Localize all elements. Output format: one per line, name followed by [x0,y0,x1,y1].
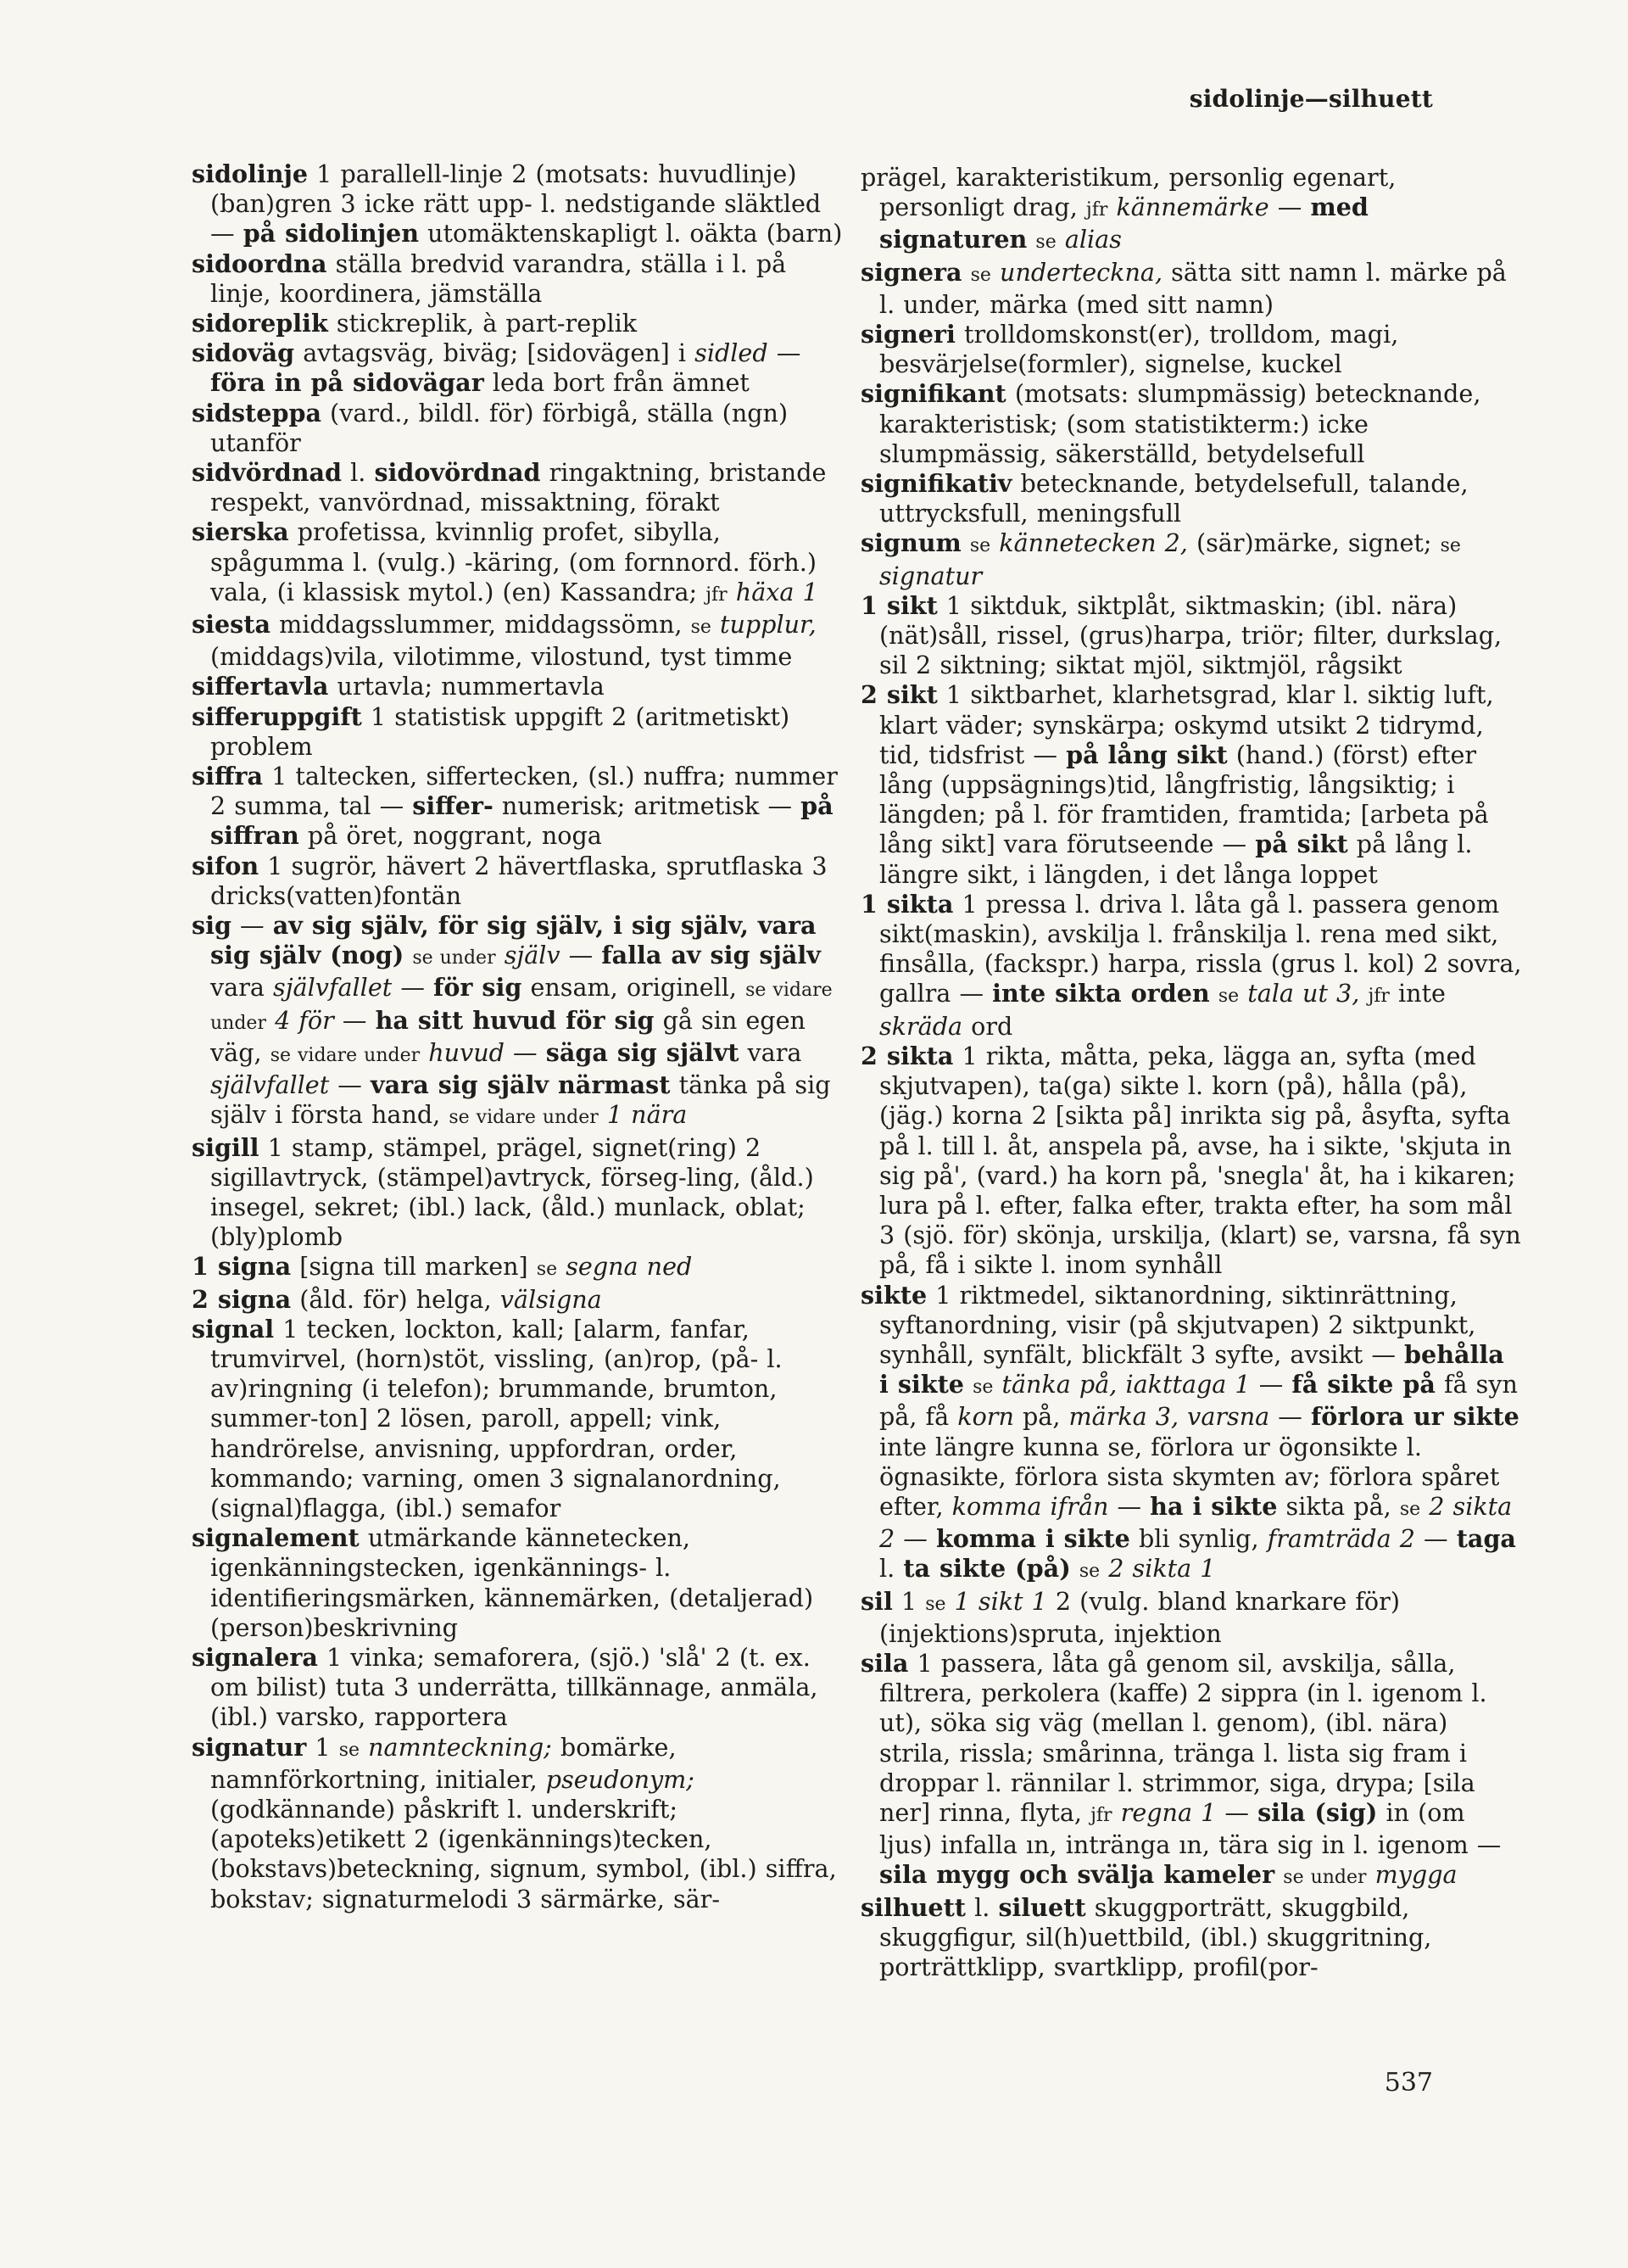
left-column [192,159,853,1914]
entry-phrase: falla av sig själv [601,941,821,970]
entry-text [964,1370,973,1399]
entry-text: trolldomskonst(er), trolldom, magi, besvärjelse(formler), signelse, kuckel [879,320,1399,379]
cross-reference: namnteckning; [368,1732,552,1762]
reference-marker: se [690,617,711,639]
cross-reference: tupplur, [719,610,817,640]
entry-text [599,1100,607,1129]
entry-phrase: vara sig själv närmast [371,1070,671,1100]
entry-text: — [329,1070,371,1100]
entry-text: — [1414,1524,1457,1554]
entry-phrase: sila mygg och svälja kameler [879,1860,1275,1890]
reference-marker: se [973,1377,994,1399]
entry-headword: signeri [861,320,956,349]
entry-headword: sidvördnad [192,458,343,488]
entry-phrase: sidovördnad [374,458,541,488]
entry-text: — [1108,1491,1151,1521]
entry-headword: sifferuppgift [192,701,362,731]
reference-marker: se [969,535,991,557]
entry-headword: sikte [861,1280,928,1310]
entry-text [360,1733,368,1762]
entry-text: på, [1013,1402,1069,1432]
entry-headword: sidoreplik [192,309,328,338]
entry-headword: signum [861,528,962,558]
entry-text [1112,1798,1121,1827]
entry-text [1359,979,1368,1008]
entry-text [1274,1860,1283,1889]
cross-reference: kännetecken 2, [999,528,1188,558]
entry-phrase: siluett [998,1892,1086,1922]
cross-reference: skräda [879,1011,963,1041]
reference-marker: se [338,1739,360,1761]
entry-headword: signifikativ [861,469,1012,499]
entry-phrase: komma i sikte [935,1524,1130,1554]
entry-text [557,1252,566,1281]
reference-marker: se [1035,232,1057,254]
dictionary-entry [192,702,853,762]
entry-phrase: säga sig självt [545,1037,739,1067]
entry-text: profetissa, kvinnlig profet, sibylla, spågumma l. (vulg.) -käring, (om fornnord. förh.) vala, (i klassisk mytol.) (en) Kassandra; [210,517,817,606]
entry-phrase: av sig själv, för sig själv, i sig själv, vara sig själv (nog) [210,911,817,970]
entry-text [266,1006,275,1035]
dictionary-entry [861,1649,1522,1893]
entry-text: (sär)märke, signet; [1187,528,1441,558]
entry-headword: signatur [192,1732,307,1762]
entry-text: — [560,941,602,970]
dictionary-entry [861,1281,1522,1587]
entry-text [1027,225,1035,254]
reference-marker: se [970,264,991,286]
dictionary-entry [192,672,853,701]
dictionary-entry [192,1252,853,1284]
cross-reference: tala ut 3, [1247,979,1360,1008]
cross-reference: framträda 2 [1267,1524,1415,1554]
entry-text: — [1250,1370,1292,1399]
entry-phrase: taga [1456,1524,1516,1554]
entry-text: (middags)vila, vilotimme, vilostund, tyst timme [210,642,793,672]
dictionary-entry [192,1133,853,1253]
entry-text: 1 vinka; semaforera, (sjö.) 'slå' 2 (t. ex. om bilist) tuta 3 underrätta, tillkännage, anmäla, (ibl.) varsko, rapportera [210,1642,818,1732]
dictionary-entry [861,1042,1522,1281]
cross-reference: regna 1 [1120,1797,1217,1827]
cross-reference: kännemärke [1116,193,1269,222]
entry-text: tänka på sig själv i första hand, [210,1070,831,1130]
entry-phrase: med signaturen [879,193,1369,254]
dictionary-entry [192,1285,853,1315]
entry-headword: sidsteppa [192,398,321,427]
entry-phrase: för sig [433,973,522,1003]
dictionary-entry [861,1587,1522,1649]
entry-text: leda bort från ämnet [483,368,750,398]
dictionary-entry [192,1523,853,1643]
entry-text: l. [342,458,375,488]
entry-text [711,610,720,639]
running-head: sidolinje—silhuett [1189,85,1433,113]
entry-headword: signal [192,1314,275,1343]
entry-phrase: förlora ur sikte [1310,1402,1519,1432]
entry-headword: 2 sikta [861,1041,954,1070]
entry-text [993,1370,1001,1399]
entry-text: (godkännande) påskrift l. underskrift; (apoteks)etikett 2 (igenkännings)tecken, (bokstavs)beteckning, signum, symbol, (ibl.) siffra, bokstav; signaturmelodi 3 särmärke, sär- [210,1794,837,1913]
dictionary-entry [861,528,1522,590]
entry-text [1057,225,1065,254]
entry-text [420,1038,428,1067]
entry-text: (vard., bildl. för) förbigå, ställa (ngn) utanför [210,398,789,457]
entry-text: inte längre kunna se, förlora ur ögonsikte l. ögnasikte, förlora sista skymten av; förlora spåret efter, [879,1432,1500,1521]
entry-headword: 2 signa [192,1284,292,1314]
entry-text: betecknande, betydelsefull, talande, uttrycksfull, meningsfull [879,469,1469,528]
dictionary-entry [861,469,1522,528]
entry-headword: siffertavla [192,672,329,701]
entry-text [728,578,736,606]
cross-reference: komma ifrån [951,1491,1109,1521]
dictionary-entry [192,1733,853,1914]
entry-phrase: på lång sikt [1066,740,1228,769]
cross-reference: korn [957,1402,1014,1432]
cross-reference: underteckna, [1000,257,1163,287]
reference-marker: se [1079,1561,1101,1583]
entry-text: vara [739,1037,802,1067]
entry-text [1107,193,1116,221]
entry-text: bomärke, namnförkortning, initialer, [210,1732,677,1794]
entry-text [1239,979,1247,1008]
entry-headword: sila [861,1648,909,1678]
dictionary-entry [192,517,853,610]
entry-text [946,1587,955,1616]
reference-marker: jfr [1085,199,1108,221]
cross-reference: 2 sikta 2 [879,1491,1513,1554]
cross-reference: märka 3, varsna [1068,1402,1270,1432]
entry-text: (hand.) (först) efter lång (uppsägnings)tid, långfristig, långsiktig; i längden; på l. för framtiden, framtida; [arbeta på lång sikt] vara förutseende — [879,740,1489,859]
entry-text [404,941,412,969]
dictionary-entry [861,258,1522,320]
entry-text: — [231,911,273,941]
entry-headword: sierska [192,517,289,547]
dictionary-entry [861,1893,1522,1983]
reference-marker: se vidare under [270,1044,421,1066]
cross-reference: välsigna [499,1284,602,1314]
entry-text: l. [879,1554,904,1584]
entry-phrase: få sikte på [1291,1370,1436,1399]
cross-reference: 2 sikta 1 [1108,1554,1216,1584]
entry-text: — [767,338,801,368]
entry-text: 1 pressa l. driva l. låta gå l. passera genom sikt(maskin), avskilja l. frånskilja l. rena med sikt, finsålla, (fackspr.) harpa, rissla (grus l. kol) 2 sovra, gallra — [879,889,1522,1008]
cross-reference: 4 för [275,1005,334,1035]
entry-text: 1 siktbarhet, klarhetsgrad, klar l. siktig luft, klart väder; synskärpa; oskymd utsikt 2 tidrymd, tid, tidsfrist — [879,680,1494,769]
entry-text: ställa bredvid varandra, ställa i l. på linje, koordinera, jämställa [210,249,787,308]
cross-reference: mygga [1374,1860,1458,1890]
dictionary-entry [192,309,853,338]
reference-marker: se vidare under [449,1107,599,1129]
entry-headword: silhuett [861,1892,967,1922]
entry-text [1210,979,1218,1008]
dictionary-entry [192,159,853,249]
entry-text [1100,1554,1108,1583]
dictionary-entry [192,338,853,398]
dictionary-entry [192,1315,853,1523]
cross-reference: huvud [428,1037,505,1067]
reference-marker: se vidare under [210,980,833,1034]
entry-text: — [1216,1797,1258,1827]
dictionary-entry [861,890,1522,1042]
reference-marker: se under [412,947,496,969]
entry-phrase: behålla i sikte [879,1339,1504,1399]
entry-headword: sidoväg [192,338,295,368]
entry-text: in (om ljus) infalla ın, intränga ın, tära sig in l. igenom — [879,1797,1502,1860]
entry-phrase: ha sitt huvud för sig [375,1005,655,1035]
entry-text: 1 rikta, måtta, peka, lägga an, syfta (med skjutvapen), ta(ga) sikte l. korn (på), hålla (på), (jäg.) korna 2 [sikta på] inrikta sig på, åsyfta, syfta på l. till l. åt, anspela på, avse, ha i sikte, 'skjuta in sig på', (vard.) ha korn på, 'snegla' åt, ha i kikaren; lura på l. efter, falka efter, trakta efter, ha som mål 3 (sjö. för) skönja, urskilja, (klart) se, varsna, få syn på, få i sikte l. inom synhåll [879,1041,1521,1280]
entry-text [1071,1554,1079,1583]
cross-reference: 1 nära [606,1100,688,1130]
entry-text: avtagsväg, biväg; [sidovägen] i [294,338,695,368]
entry-text: prägel, karakteristikum, personlig egenart, personligt drag, [861,163,1397,222]
entry-text: sätta sitt namn l. märke på l. under, märka (med sitt namn) [879,257,1507,319]
entry-text [962,528,970,557]
right-column [861,163,1522,1982]
entry-text: — [895,1524,936,1554]
entry-headword: signera [861,257,962,287]
entry-headword: sig [192,911,231,941]
cross-reference: signatur [879,561,983,590]
entry-phrase: på siffran [210,791,834,851]
entry-text: 1 [306,1732,339,1762]
entry-headword: 1 sikt [861,590,938,620]
dictionary-entry [192,399,853,458]
entry-text: bli synlig, [1129,1524,1268,1554]
entry-text [990,528,999,557]
cross-reference: sidled [694,338,768,368]
entry-text: få syn på, få [879,1370,1518,1432]
entry-headword: 1 sikta [861,889,954,919]
entry-text [1420,1492,1429,1521]
entry-text: 2 (vulg. bland knarkare för) (injektions)spruta, injektion [879,1586,1400,1648]
entry-text: — [1269,1402,1311,1432]
entry-text: 1 taltecken, siffertecken, (sl.) nuffra; nummer 2 summa, tal — [210,762,838,821]
entry-text: utmärkande kännetecken, igenkänningstecken, igenkännings- l. identifieringsmärken, kännemärken, (detaljerad) (person)beskrivning [210,1523,814,1642]
entry-text: middagsslummer, middagssömn, [270,610,691,640]
entry-text: — [1268,193,1311,222]
cross-reference: självfallet [273,973,393,1003]
dictionary-entry [192,458,853,517]
entry-phrase: på sidolinjen [243,219,420,249]
entry-text: 1 stamp, stämpel, prägel, signet(ring) 2 sigillavtryck, (stämpel)avtryck, förseg-ling, (åld.) insegel, sekret; (ibl.) lack, (åld.) munlack, oblat; (bly)plomb [210,1132,814,1252]
dictionary-entry [861,163,1522,258]
entry-headword: sil [861,1586,893,1616]
entry-text: 1 parallell-linje 2 (motsats: huvudlinje) (ban)gren 3 icke rätt upp- l. nedstigande släktled — [210,159,822,249]
entry-text: l. [966,1892,999,1922]
entry-text: vara [210,973,274,1003]
reference-marker: se [1440,535,1461,557]
entry-text: 1 sugrör, hävert 2 hävertflaska, sprutflaska 3 dricks(vatten)fontän [210,851,828,910]
entry-headword: sigill [192,1132,259,1162]
reference-marker: se [1218,986,1240,1008]
entry-text: numerisk; aritmetisk — [493,791,801,821]
entry-text [496,941,505,969]
entry-text: ringaktning, bristande respekt, vanvördnad, missaktning, förakt [210,458,827,517]
entry-text: (motsats: slumpmässig) betecknande, karakteristisk; (som statistikterm:) icke slumpmässig, säkerställd, betydelsefull [879,379,1481,468]
dictionary-entry [192,852,853,911]
entry-headword: signalera [192,1642,318,1672]
reference-marker: jfr [705,584,728,606]
entry-text: inte [1389,979,1446,1008]
entry-phrase: ha i sikte [1150,1491,1278,1521]
entry-phrase: siffer- [412,791,493,821]
entry-headword: sifon [192,851,259,880]
dictionary-entry [192,610,853,672]
reference-marker: jfr [1368,986,1390,1008]
entry-text: skuggporträtt, skuggbild, skuggfigur, sil(h)uettbild, (ibl.) skuggritning, porträttklipp, svartklipp, profil(por- [879,1892,1432,1981]
cross-reference: alias [1064,225,1122,254]
entry-text [962,258,971,287]
cross-reference: häxa 1 [735,577,818,606]
cross-reference: segna ned [566,1252,693,1282]
entry-phrase: ta sikte (på) [903,1554,1071,1584]
entry-text: 1 [892,1586,926,1616]
entry-headword: signalement [192,1523,360,1553]
entry-headword: 2 sikt [861,680,938,710]
entry-text: — [504,1037,546,1067]
entry-phrase: sila (sig) [1257,1797,1378,1827]
entry-headword: sidolinje [192,159,309,188]
entry-text: urtavla; nummertavla [328,672,605,701]
entry-text: 1 riktmedel, siktanordning, siktinrättning, syftanordning, visir (på skjutvapen) 2 siktpunkt, synhåll, synfält, blickfält 3 syfte, avsikt — [879,1280,1476,1369]
entry-text: (åld. för) helga, [291,1284,500,1314]
reference-marker: jfr [1090,1804,1112,1826]
entry-headword: signifikant [861,379,1006,409]
dictionary-entry [192,1643,853,1733]
entry-text: 1 passera, låta gå genom sil, avskilja, sålla, filtrera, perkolera (kaffe) 2 sippra (in l. igenom l. ut), söka sig väg (mellan l. genom), (ibl. nära) strila, rissla; smårinna, tränga l. lista sig fram i droppar l. rännilar l. strimmor, siga, drypa; [sila ner] rinna, flyta, [879,1648,1487,1827]
entry-text: på öret, noggrant, noga [298,821,602,851]
entry-text: 1 tecken, lockton, kall; [alarm, fanfar, trumvirvel, (horn)stöt, vissling, (an)rop, (på- l. av)ringning (i telefon); brummande, brumton, summer-ton] 2 lösen, paroll, appell; vink, handrörelse, anvisning, uppfordran, order, kommando; varning, omen 3 signalanordning, (signal)flagga, (ibl.) semafor [210,1314,783,1522]
dictionary-entry [192,762,853,852]
entry-text: sikta på, [1277,1491,1400,1521]
reference-marker: se [1399,1498,1421,1520]
entry-headword: sidoordna [192,249,327,278]
entry-text: gå sin egen väg, [210,1005,806,1067]
entry-text: stickreplik, à part-replik [327,309,638,338]
cross-reference: 1 sikt 1 [954,1586,1047,1616]
entry-text: ord [962,1011,1013,1041]
reference-marker: se [925,1593,946,1615]
entry-phrase: inte sikta orden [992,979,1210,1008]
page-number: 537 [1384,2068,1433,2098]
entry-text: [signa till marken] [291,1252,537,1282]
dictionary-entry [861,379,1522,469]
entry-text: ensam, originell, [521,973,746,1003]
dictionary-entry [861,680,1522,889]
entry-text: — [392,973,434,1003]
entry-text: utomäktenskapligt l. oäkta (barn) [419,219,843,249]
reference-marker: se under [1283,1867,1367,1889]
entry-headword: siffra [192,762,264,791]
entry-text: 1 siktduk, siktplåt, siktmaskin; (ibl. nära) (nät)såll, rissel, (grus)harpa, triör; filter, durkslag, sil 2 siktning; siktat mjöl, siktmjöl, rågsikt [879,590,1503,680]
entry-headword: 1 signa [192,1252,292,1282]
entry-text [991,258,1000,287]
entry-phrase: föra in på sidovägar [210,368,484,398]
cross-reference: självfallet [210,1070,330,1100]
dictionary-entry [861,320,1522,379]
dictionary-entry [192,249,853,309]
entry-text [1367,1860,1375,1889]
reference-marker: se [536,1259,558,1281]
cross-reference: tänka på, iakttaga 1 [1001,1370,1251,1399]
entry-text: 1 statistisk uppgift 2 (aritmetiskt) problem [210,701,790,761]
cross-reference: själv [504,941,560,970]
entry-text: på lång l. längre sikt, i längden, i det långa loppet [879,830,1473,889]
dictionary-entry [192,911,853,1132]
entry-headword: siesta [192,610,270,640]
entry-phrase: på sikt [1255,830,1348,859]
cross-reference: pseudonym; [545,1764,694,1794]
dictionary-entry [861,591,1522,681]
entry-text: — [333,1005,376,1035]
